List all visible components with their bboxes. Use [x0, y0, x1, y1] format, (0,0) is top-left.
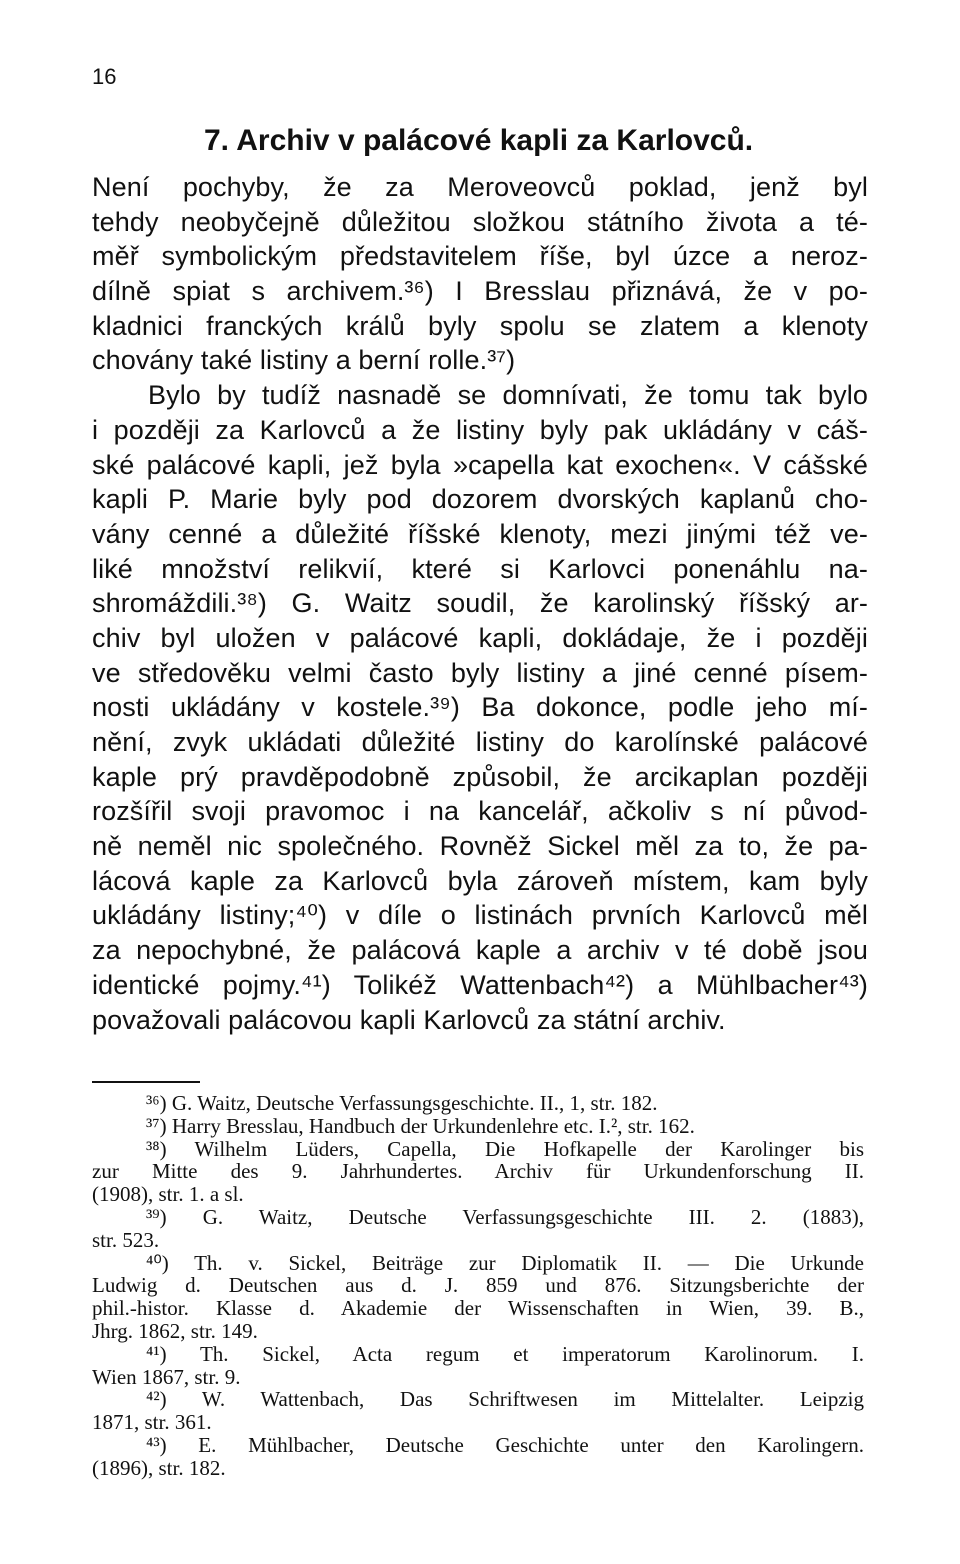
- footnote-line: zur Mitte des 9. Jahrhundertes. Archiv für Urkundenforschung II.: [92, 1159, 864, 1184]
- footnote-line: Jhrg. 1862, str. 149.: [92, 1318, 258, 1343]
- footnote-line: ⁴⁰) Th. v. Sickel, Beiträge zur Diplomatik II. — Die Urkunde: [146, 1250, 864, 1275]
- footnote-line: (1908), str. 1. a sl.: [92, 1182, 244, 1207]
- body-line: tehdy neobyčejně důležitou složkou státního života a té-: [92, 206, 868, 237]
- page-number: 16: [92, 64, 117, 89]
- footnote-line: Wien 1867, str. 9.: [92, 1364, 241, 1389]
- footnote-line: (1896), str. 182.: [92, 1455, 226, 1480]
- body-line: kapli P. Marie byly pod dozorem dvorských kaplanů cho-: [92, 484, 868, 515]
- body-text: [92, 170, 868, 1037]
- footnote-line: ³⁸) Wilhelm Lüders, Capella, Die Hofkapelle der Karolinger bis: [146, 1136, 864, 1161]
- body-line: shromáždili.³⁸) G. Waitz soudil, že karolinský říšský ar-: [92, 588, 868, 619]
- footnote-line: ³⁹) G. Waitz, Deutsche Verfassungsgeschichte III. 2. (1883),: [146, 1204, 864, 1229]
- body-line: chovány také listiny a berní rolle.³⁷): [92, 345, 516, 376]
- footnote-line: ³⁷) Harry Bresslau, Handbuch der Urkundenlehre etc. I.², str. 162.: [146, 1113, 695, 1138]
- footnote-line: ³⁶) G. Waitz, Deutsche Verfassungsgeschichte. II., 1, str. 182.: [146, 1091, 658, 1115]
- body-line: ně neměl nic společného. Rovněž Sickel měl za to, že pa-: [92, 831, 868, 862]
- body-line: kaple prý pravděpodobně způsobil, že arcikaplan později: [92, 761, 868, 792]
- body-line: Není pochyby, že za Meroveovců poklad, jenž byl: [92, 172, 868, 202]
- footnote-line: 1871, str. 361.: [92, 1410, 212, 1435]
- body-line: nění, zvyk ukládati důležité listiny do karolínské palácové: [92, 727, 868, 757]
- body-line: Bylo by tudíž nasnadě se domnívati, že tomu tak bylo: [148, 380, 868, 411]
- body-line: považovali palácovou kapli Karlovců za státní archiv.: [92, 1004, 726, 1035]
- footnote-line: str. 523.: [92, 1227, 160, 1252]
- body-line: ukládány listiny;⁴⁰) v díle o listinách prvních Karlovců měl: [92, 900, 868, 931]
- section-heading: 7. Archiv v palácové kapli za Karlovců.: [204, 124, 754, 157]
- body-line: dílně spiat s archivem.³⁶) I Bresslau přiznává, že v po-: [92, 276, 868, 307]
- footnote-line: phil.-histor. Klasse d. Akademie der Wissenschaften in Wien, 39. B.,: [92, 1296, 864, 1321]
- body-line: rozšířil svoji pravomoc i na kancelář, ačkoliv s ní původ-: [92, 796, 868, 827]
- footnote-line: ⁴¹) Th. Sickel, Acta regum et imperatorum Karolinorum. I.: [146, 1341, 864, 1366]
- body-line: i později za Karlovců a že listiny byly pak ukládány v cáš-: [92, 414, 868, 445]
- body-line: nosti ukládány v kostele.³⁹) Ba dokonce, podle jeho mí-: [92, 692, 868, 723]
- body-line: identické pojmy.⁴¹) Tolikéž Wattenbach⁴²) a Mühlbacher⁴³): [92, 969, 868, 1000]
- footnote-line: ⁴²) W. Wattenbach, Das Schriftwesen im Mittelalter. Leipzig: [146, 1387, 864, 1412]
- footnote-divider: [92, 1081, 200, 1083]
- footnote-line: ⁴³) E. Mühlbacher, Deutsche Geschichte unter den Karolingern.: [146, 1432, 864, 1457]
- body-line: za nepochybné, že palácová kaple a archiv v té době jsou: [92, 935, 868, 966]
- footnote-line: Ludwig d. Deutschen aus d. J. 859 und 876. Sitzungsberichte der: [92, 1273, 864, 1298]
- footnotes: [92, 1092, 864, 1480]
- body-line: ve středověku velmi často byly listiny a jiné cenné písem-: [92, 657, 868, 688]
- body-line: chiv byl uložen v palácové kapli, dokládaje, že i později: [92, 622, 868, 653]
- body-line: liké množství relikvií, které si Karlovci ponenáhlu na-: [92, 553, 868, 584]
- body-line: lácová kaple za Karlovců byla zároveň místem, kam byly: [92, 865, 868, 896]
- body-line: ské palácové kapli, jež byla »capella kat exochen«. V cášské: [92, 449, 868, 480]
- body-line: vány cenné a důležité říšské klenoty, mezi jinými též ve-: [92, 518, 868, 549]
- body-line: měř symbolickým představitelem říše, byl úzce a neroz-: [92, 241, 868, 272]
- body-line: kladnici franckých králů byly spolu se zlatem a klenoty: [92, 310, 868, 341]
